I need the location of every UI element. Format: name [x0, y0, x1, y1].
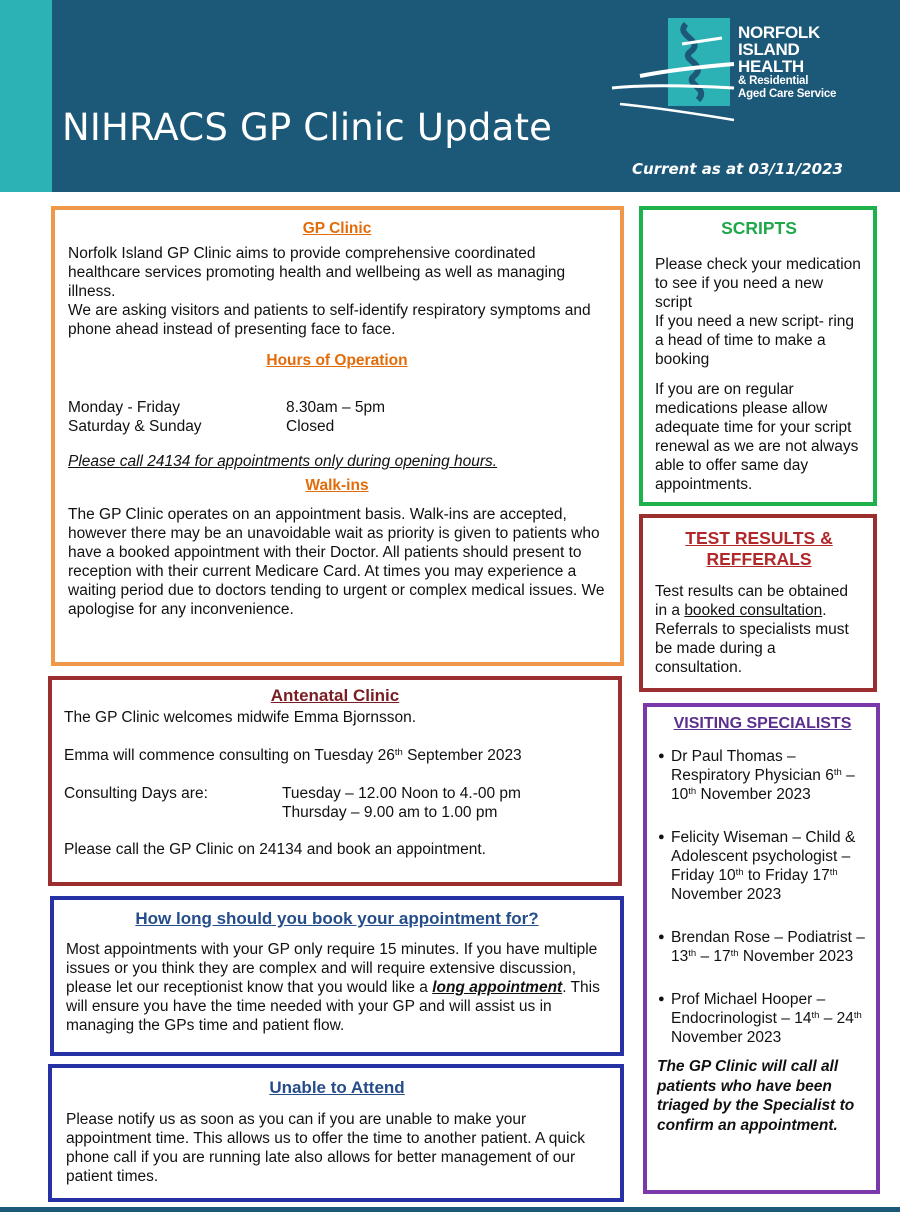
- appointment-length-heading: How long should you book your appointment for?: [135, 909, 539, 928]
- ordinal-suffix: th: [829, 867, 838, 878]
- antenatal-heading: Antenatal Clinic: [270, 686, 400, 705]
- specialist-text-part: – 10: [671, 767, 855, 803]
- specialist-item: [657, 828, 868, 904]
- specialist-text-part: Brendan Rose – Podiatrist – 13: [671, 929, 865, 965]
- hours-row: [68, 417, 606, 436]
- scripts-booking-text: If you need a new script- ring a head of time to make a booking: [655, 313, 855, 368]
- test-results-text: [655, 582, 863, 677]
- hours-time: Closed: [286, 418, 335, 435]
- appointment-call-note: Please call 24134 for appointments only during opening hours.: [68, 453, 498, 470]
- specialist-text: [671, 747, 868, 804]
- visiting-specialists-heading: VISITING SPECIALISTS: [673, 715, 852, 732]
- specialist-text-part: – 17: [696, 948, 731, 965]
- walkins-heading: Walk-ins: [305, 477, 369, 494]
- bullet-icon: ●: [658, 750, 665, 762]
- gp-clinic-intro: Norfolk Island GP Clinic aims to provide comprehensive coordinated healthcare services promoting health and wellbeing as well as managing illness.: [68, 245, 566, 300]
- logo-text: [738, 24, 836, 101]
- specialist-text: [671, 928, 868, 966]
- walkins-text: The GP Clinic operates on an appointment basis. Walk-ins are accepted, however there may be an unavoidable wait as priority is given to patients who have a booked appointment with their Doctor. All patients should present to reception with their current Medicare Card. At times you may experience a waiting period due to doctors tending to urgent or complex medical issues. We apologise for any inconvenience.: [68, 506, 605, 618]
- consulting-day: Thursday – 9.00 am to 1.00 pm: [282, 804, 498, 821]
- midwife-welcome: The GP Clinic welcomes midwife Emma Bjornsson.: [64, 709, 417, 726]
- test-results-heading: TEST RESULTS &: [685, 528, 833, 548]
- consulting-days: [64, 784, 606, 822]
- header-banner: [0, 0, 900, 192]
- logo-subline: Aged Care Service: [738, 88, 837, 100]
- ordinal-suffix: th: [853, 1010, 862, 1021]
- consulting-day: Tuesday – 12.00 Noon to 4.-00 pm: [282, 785, 521, 802]
- commence-text-end: September 2023: [402, 747, 522, 764]
- ordinal-suffix: th: [735, 867, 744, 878]
- gp-clinic-respiratory-note: We are asking visitors and patients to self-identify respiratory symptoms and phone ahead instead of presenting face to face.: [68, 302, 591, 338]
- specialist-text-part: Dr Paul Thomas – Respiratory Physician 6: [671, 748, 834, 784]
- specialist-text-part: Felicity Wiseman – Child & Adolescent psychologist – Friday 10: [671, 829, 856, 884]
- logo-mark-icon: [610, 18, 740, 128]
- scripts-check-text: Please check your medication to see if you need a new script: [655, 256, 861, 311]
- unable-to-attend-section: [48, 1064, 624, 1202]
- specialist-closing-note: The GP Clinic will call all patients who have been triaged by the Specialist to confirm an appointment.: [657, 1058, 855, 1134]
- gp-clinic-heading: GP Clinic: [302, 220, 372, 237]
- specialist-text-part: Prof Michael Hooper – Endocrinologist – 14: [671, 991, 826, 1027]
- appointment-length-section: [50, 896, 624, 1056]
- unable-to-attend-heading: Unable to Attend: [269, 1078, 405, 1097]
- unable-to-attend-text: Please notify us as soon as you can if you are unable to make your appointment time. This allows us to offer the time to another patient. A quick phone call if you are running late also allows for better management of our patient times.: [66, 1111, 585, 1185]
- bullet-icon: ●: [658, 993, 665, 1005]
- ordinal-suffix: th: [730, 948, 739, 959]
- page-title: NIHRACS GP Clinic Update: [62, 106, 553, 149]
- scripts-heading: SCRIPTS: [721, 218, 797, 238]
- specialist-text: [671, 828, 868, 904]
- specialist-text-part: November 2023: [671, 1029, 782, 1046]
- test-results-section: [639, 514, 877, 692]
- booked-consultation-text: booked consultation: [684, 602, 823, 619]
- norfolk-island-health-logo: [610, 18, 850, 128]
- logo-subline: & Residential: [738, 75, 809, 87]
- antenatal-call-note: Please call the GP Clinic on 24134 and book an appointment.: [64, 841, 486, 858]
- referrals-heading: REFFERALS: [706, 549, 812, 569]
- specialist-item: [657, 747, 868, 804]
- specialist-text-part: November 2023: [696, 786, 811, 803]
- appointment-length-text-end: . This will ensure you have the time needed with your GP and will assist us in managing the GPs time and patient flow.: [66, 979, 600, 1034]
- specialist-text-part: to Friday 17: [743, 867, 830, 884]
- scripts-section: [639, 206, 877, 506]
- scripts-renewal-text: If you are on regular medications please allow adequate time for your script renewal as we are not always able to offer same day appointments.: [655, 381, 859, 493]
- appointment-length-text-start: Most appointments with your GP only require 15 minutes. If you have multiple issues or you think they are complex and will require extensive discussion, please let our receptionist know that you would like a: [66, 941, 598, 996]
- specialist-item: [657, 990, 868, 1047]
- header-accent-strip: [0, 0, 52, 192]
- ordinal-suffix: th: [833, 767, 842, 778]
- bullet-icon: ●: [658, 831, 665, 843]
- test-results-text-end: . Referrals to specialists must be made during a consultation.: [655, 602, 849, 676]
- specialist-text-part: – 24: [819, 1010, 854, 1027]
- hours-time: 8.30am – 5pm: [286, 399, 386, 416]
- appointment-length-text: [66, 940, 608, 1035]
- test-results-text-start: Test results can be obtained in a: [655, 583, 849, 619]
- logo-line: ISLAND: [738, 40, 800, 59]
- footer-rule: [0, 1207, 900, 1212]
- consulting-days-label: Consulting Days are:: [64, 785, 208, 802]
- hours-days: Monday - Friday: [68, 399, 180, 416]
- visiting-specialists-section: [643, 703, 880, 1194]
- commence-date: [64, 746, 606, 765]
- ordinal-suffix: th: [688, 948, 697, 959]
- ordinal-suffix: th: [811, 1010, 820, 1021]
- antenatal-clinic-section: [48, 676, 622, 886]
- logo-line: HEALTH: [738, 57, 804, 76]
- specialist-text: [671, 990, 868, 1047]
- hours-heading: Hours of Operation: [266, 352, 408, 369]
- hours-days: Saturday & Sunday: [68, 418, 202, 435]
- commence-text: Emma will commence consulting on Tuesday 26: [64, 747, 395, 764]
- specialist-item: [657, 928, 868, 966]
- specialist-text-part: November 2023: [738, 948, 854, 965]
- long-appointment-emphasis: long appointment: [432, 979, 563, 996]
- gp-clinic-section: [51, 206, 624, 666]
- specialist-text-part: November 2023: [671, 886, 782, 903]
- ordinal-suffix: th: [688, 786, 697, 797]
- ordinal-suffix: th: [394, 747, 403, 758]
- consulting-days-list: [282, 784, 521, 822]
- logo-line: NORFOLK: [738, 23, 820, 42]
- current-date-note: Current as at 03/11/2023: [632, 160, 843, 178]
- bullet-icon: ●: [658, 931, 665, 943]
- hours-row: [68, 398, 606, 417]
